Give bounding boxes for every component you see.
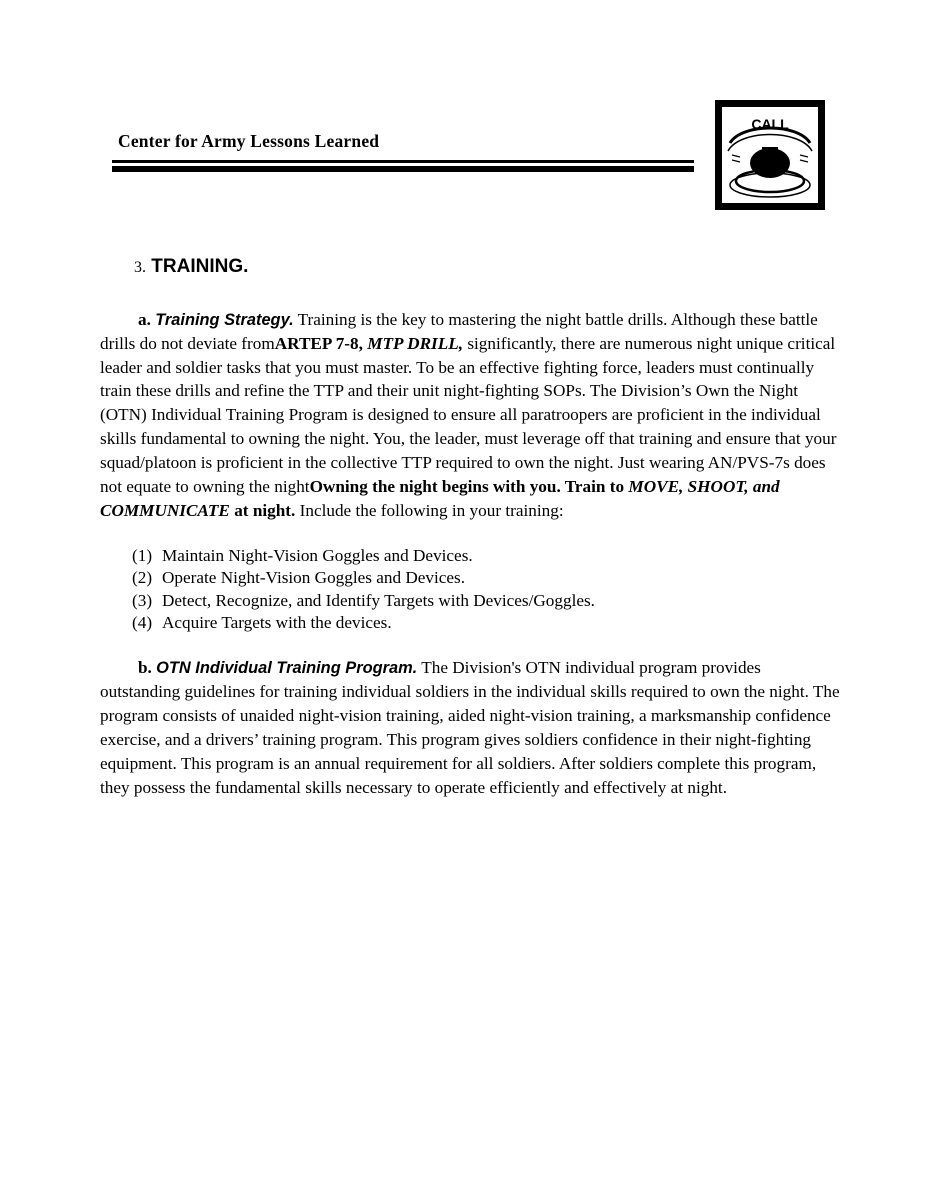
call-logo: [715, 100, 825, 210]
paragraph-b: [100, 656, 840, 799]
list-item: [100, 567, 840, 589]
paragraph-a-run-9: at night.: [234, 500, 296, 520]
list-item: [100, 590, 840, 612]
page-header: [112, 96, 828, 216]
paragraph-a-label: a.: [138, 309, 151, 329]
list-item-text: Maintain Night-Vision Goggles and Devices.: [162, 545, 473, 565]
header-title: Center for Army Lessons Learned: [118, 131, 380, 151]
paragraph-a-run-1: ARTEP 7-8,: [274, 333, 363, 353]
svg-text:CALL: CALL: [751, 116, 789, 132]
paragraph-a: [100, 308, 840, 523]
paragraph-b-body: The Division's OTN individual program provides outstanding guidelines for training individual soldiers in the individual skills required to own the night. The program consists of unaided night-vision training, aided night-vision training, a marksmanship confidence exercise, and a drivers’ training program. This program gives soldiers confidence in their night-fighting equipment. This program is an annual requirement for all soldiers. After soldiers complete this program, they possess the fundamental skills necessary to operate efficiently and effectively at night.: [100, 658, 840, 797]
list-item: [100, 545, 840, 567]
paragraph-a-run-10: Include the following in your training:: [295, 500, 564, 520]
document-body: [100, 255, 840, 800]
list-item-number: (4): [132, 612, 153, 632]
list-item-text: Detect, Recognize, and Identify Targets with Devices/Goggles.: [162, 590, 595, 610]
section-number: 3.: [134, 259, 146, 276]
paragraph-a-heading: Training Strategy.: [155, 310, 294, 329]
list-item-text: Operate Night-Vision Goggles and Devices.: [162, 568, 466, 588]
paragraph-b-label: b.: [138, 658, 152, 678]
section-title: TRAINING.: [151, 256, 249, 277]
training-list: [100, 545, 840, 634]
paragraph-a-run-0: Training is the key to mastering the night battle drills. Although these battle drills do not deviate from: [100, 309, 818, 353]
list-item-number: (2): [132, 568, 153, 588]
list-item-number: (3): [132, 590, 153, 610]
call-logo-inner: [721, 106, 819, 204]
paragraph-a-run-4: significantly, there are numerous night unique critical leader and soldier tasks that you must master. To be an effective fighting force, leaders must continually train these drills and refine the TTP and their unit night-fighting SOPs. The Division’s Own the Night (OTN) Individual Training Program is designed to ensure all paratroopers are proficient in the individual skills fundamental to owning the night. You, the leader, must leverage off that training and ensure that your squad/platoon is proficient in the collective TTP required to own the night. Just wearing AN/PVS-7s does not equate to owning the night: [100, 333, 837, 497]
header-divider-rule: [112, 160, 694, 172]
paragraph-a-run-7: MOVE, SHOOT, and COMMUNICATE: [100, 477, 780, 520]
call-logo-icon: [722, 107, 818, 203]
paragraph-a-run-3: MTP DRILL,: [367, 333, 464, 353]
paragraph-b-heading: OTN Individual Training Program.: [156, 659, 418, 678]
paragraph-a-run-5: Owning the night begins with you. Train to: [309, 477, 625, 497]
list-item: [100, 612, 840, 634]
header-divider-fill: [112, 166, 694, 172]
section-heading: [100, 255, 840, 280]
list-item-text: Acquire Targets with the devices.: [162, 612, 392, 632]
list-item-number: (1): [132, 545, 153, 565]
